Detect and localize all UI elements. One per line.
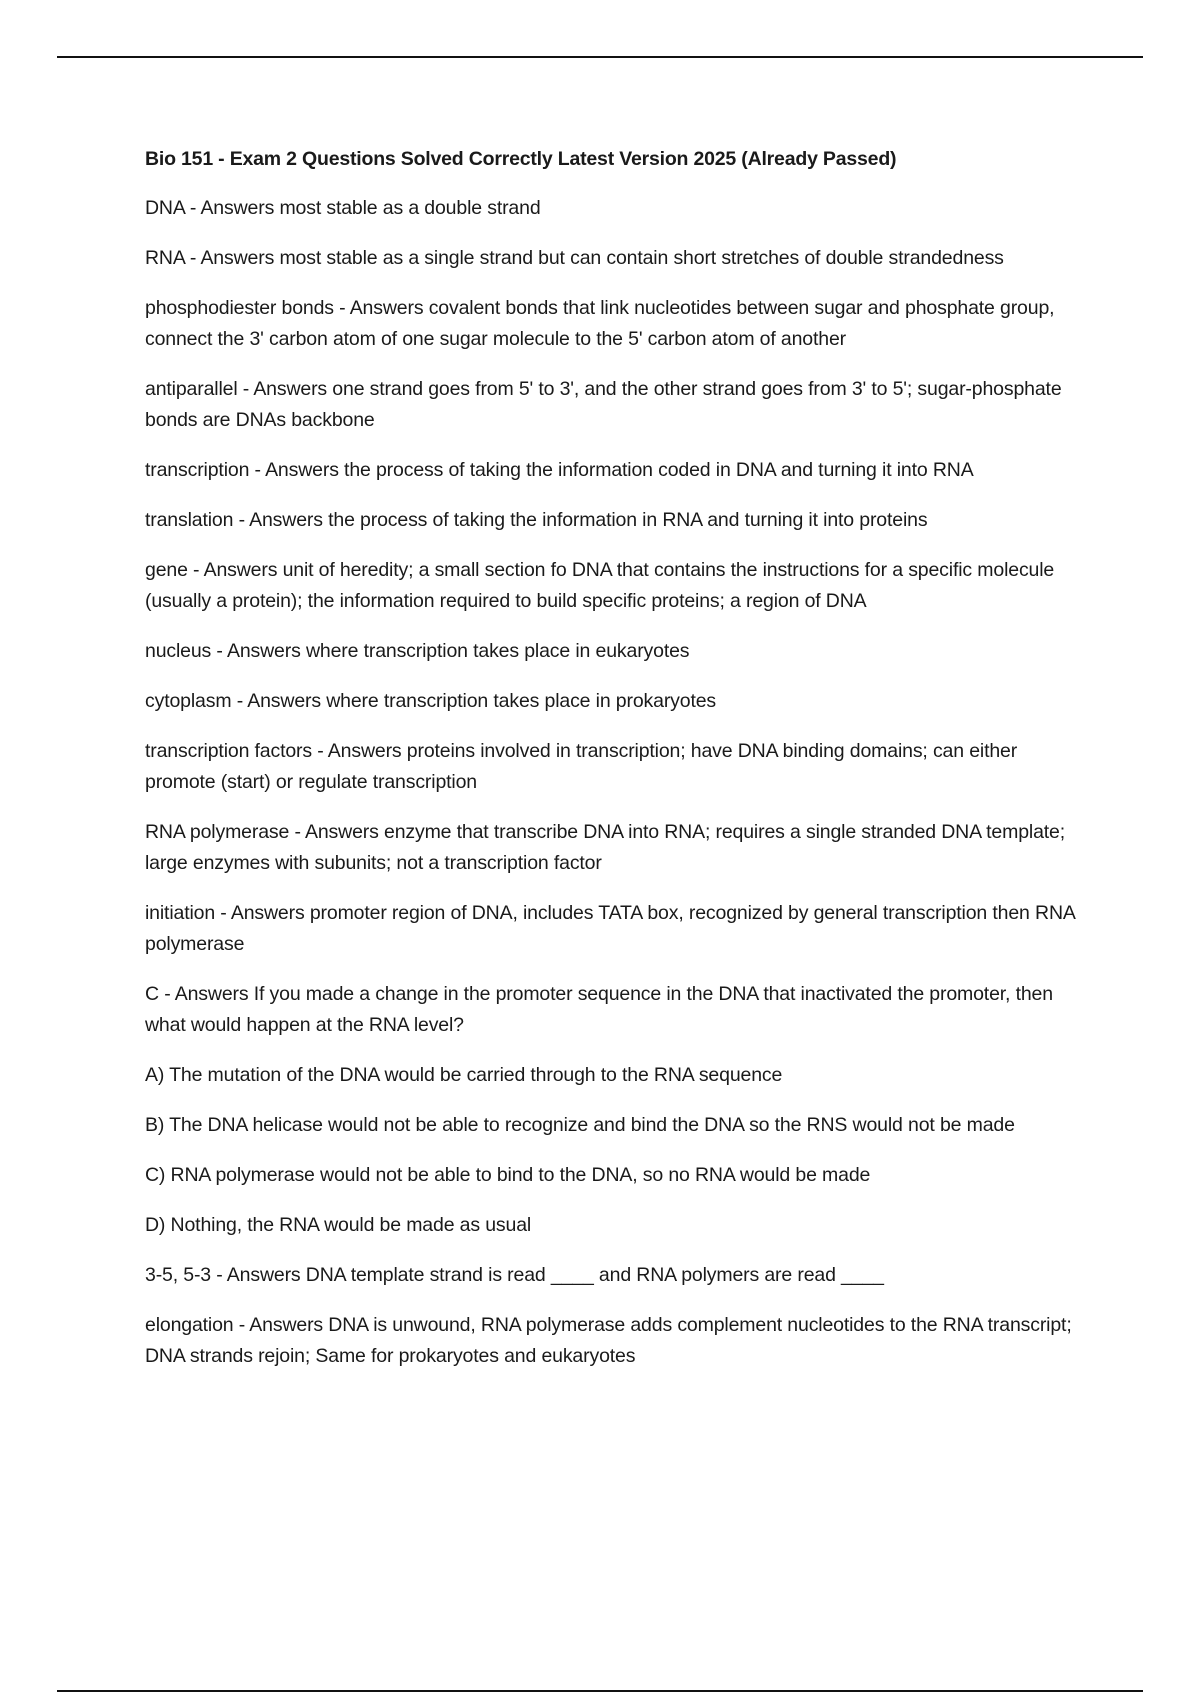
- header-rule: [57, 56, 1143, 58]
- entry-dna: DNA - Answers most stable as a double strand: [145, 197, 541, 219]
- footer-rule: [57, 1690, 1143, 1692]
- entry-rna-polymerase: RNA polymerase - Answers enzyme that transcribe DNA into RNA; requires a single stranded DNA template; large enzymes with subunits; not a transcription factor: [145, 821, 1066, 874]
- entry-elongation: elongation - Answers DNA is unwound, RNA polymerase adds complement nucleotides to the RNA transcript; DNA strands rejoin; Same for prokaryotes and eukaryotes: [145, 1314, 1072, 1367]
- document-title: Bio 151 - Exam 2 Questions Solved Correctly Latest Version 2025 (Already Passed): [145, 148, 897, 170]
- entry-option-d: D) Nothing, the RNA would be made as usual: [145, 1214, 532, 1236]
- entry-cytoplasm: cytoplasm - Answers where transcription takes place in prokaryotes: [145, 690, 717, 712]
- entry-initiation: initiation - Answers promoter region of DNA, includes TATA box, recognized by general transcription then RNA polymerase: [145, 902, 1075, 955]
- entry-phosphodiester-bonds: phosphodiester bonds - Answers covalent bonds that link nucleotides between sugar and phosphate group, connect the 3' carbon atom of one sugar molecule to the 5' carbon atom of another: [145, 297, 1055, 350]
- entry-gene: gene - Answers unit of heredity; a small section fo DNA that contains the instructions for a specific molecule (usually a protein); the information required to build specific proteins; a region of DNA: [145, 559, 1055, 612]
- entry-transcription-factors: transcription factors - Answers proteins involved in transcription; have DNA binding domains; can either promote (start) or regulate transcription: [145, 740, 1018, 793]
- entry-option-c: C) RNA polymerase would not be able to bind to the DNA, so no RNA would be made: [145, 1164, 871, 1186]
- entry-reading-direction: 3-5, 5-3 - Answers DNA template strand is read ____ and RNA polymers are read ____: [145, 1264, 884, 1286]
- entry-transcription: transcription - Answers the process of taking the information coded in DNA and turning it into RNA: [145, 459, 974, 481]
- entry-option-b: B) The DNA helicase would not be able to recognize and bind the DNA so the RNS would not be made: [145, 1114, 1015, 1136]
- entry-question-c: C - Answers If you made a change in the promoter sequence in the DNA that inactivated the promoter, then what would happen at the RNA level?: [145, 983, 1053, 1036]
- entry-antiparallel: antiparallel - Answers one strand goes from 5' to 3', and the other strand goes from 3' to 5'; sugar-phosphate bonds are DNAs backbone: [145, 378, 1062, 431]
- entry-option-a: A) The mutation of the DNA would be carried through to the RNA sequence: [145, 1064, 783, 1086]
- entry-rna: RNA - Answers most stable as a single strand but can contain short stretches of double strandedness: [145, 247, 1004, 269]
- document-body: [145, 143, 1085, 1391]
- entry-nucleus: nucleus - Answers where transcription takes place in eukaryotes: [145, 640, 690, 662]
- entry-translation: translation - Answers the process of taking the information in RNA and turning it into proteins: [145, 509, 928, 531]
